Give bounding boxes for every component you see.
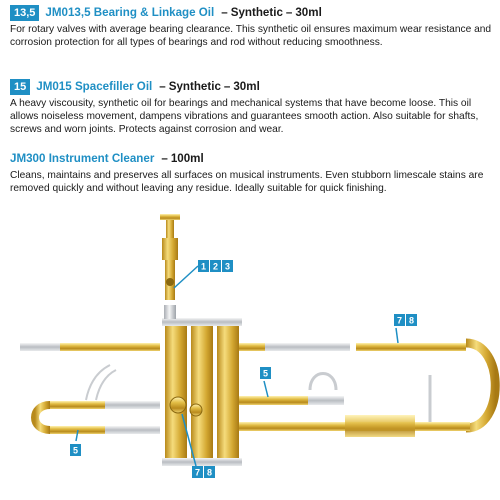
callout-number: 5 (262, 368, 269, 379)
separator: – (223, 80, 231, 93)
callout-number: 7 (194, 467, 201, 478)
product-volume: 30ml (233, 80, 260, 93)
first-slide (35, 365, 160, 434)
callout-number: 8 (206, 467, 213, 478)
callout-leadpipe (394, 314, 417, 326)
callout-valve-bottom (192, 466, 215, 478)
product-code: JM013,5 Bearing & Linkage Oil (45, 6, 215, 19)
callout-slide-left (70, 444, 81, 456)
trumpet-illustration (0, 200, 500, 500)
callout-number: 8 (408, 315, 415, 326)
product-description: A heavy viscousity, synthetic oil for bearings and mechanical systems that have become loose. This oil allows noiseless movement, dampens vibrations and guarantees smooth action. Also suitable for shafts, screws and worn joints. Protects against corrosion and wear. (10, 98, 479, 135)
bell-tube (220, 415, 470, 437)
product-volume: 100ml (170, 152, 204, 165)
product-heading (10, 78, 492, 95)
product-badge: 13,5 (10, 5, 39, 21)
callout-number: 3 (224, 261, 231, 272)
separator: – (221, 6, 228, 19)
product-description: For rotary valves with average bearing clearance. This synthetic oil ensures maximum wear resistance and corrosion protection for all types of bearings and rod without reducing smoothness. (10, 24, 492, 48)
separator: – (285, 6, 293, 19)
valve-casings (162, 305, 242, 466)
separator: – (161, 152, 168, 165)
callout-slide-mid (260, 367, 271, 379)
callout-number: 2 (212, 261, 219, 272)
callout-valve-top (198, 260, 233, 272)
tuning-slide (220, 374, 430, 423)
product-description: Cleans, maintains and preserves all surfaces on musical instruments. Even stubborn limescale stains are removed quickly and without leaving any residue. Ideally suitable for quick finishing. (10, 170, 484, 194)
product-code: JM015 Spacefiller Oil (36, 80, 153, 93)
product-code: JM300 Instrument Cleaner (10, 152, 155, 165)
callout-number: 1 (200, 261, 207, 272)
callout-number: 7 (396, 315, 403, 326)
product-volume: 30ml (295, 6, 322, 19)
separator: – (159, 80, 166, 93)
product-heading (10, 4, 492, 21)
product-entry-jm300 (10, 150, 492, 195)
product-type: Synthetic (230, 6, 283, 19)
product-entry-jm013 (10, 4, 492, 49)
product-type: Synthetic (168, 80, 221, 93)
callout-number: 5 (72, 445, 79, 456)
product-entry-jm015 (10, 78, 492, 136)
product-heading (10, 150, 492, 167)
valve-piston (160, 214, 180, 300)
product-badge: 15 (10, 79, 30, 95)
